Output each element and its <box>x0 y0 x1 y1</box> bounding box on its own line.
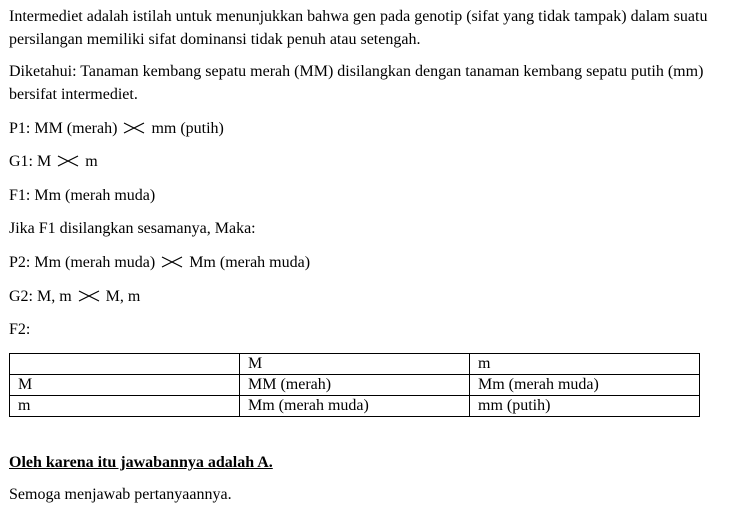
table-cell: Mm (merah muda) <box>470 375 700 396</box>
g2-left: G2: M, m <box>9 288 72 305</box>
table-row <box>10 375 700 396</box>
g2-line <box>9 285 140 308</box>
table-header-cell: m <box>470 354 700 375</box>
conclusion-text: Oleh karena itu jawabannya adalah A. <box>9 454 273 471</box>
table-header-row <box>10 354 700 375</box>
table-row <box>10 396 700 417</box>
intro-paragraph: Intermediet adalah istilah untuk menunjukkan bahwa gen pada genotip (sifat yang tidak tampak) dalam suatu persilangan memiliki sifat dominansi tidak penuh atau setengah. <box>9 8 708 48</box>
f1-line: F1: Mm (merah muda) <box>9 187 156 204</box>
table-cell: mm (putih) <box>470 396 700 417</box>
if-f1-line: Jika F1 disilangkan sesamanya, Maka: <box>9 220 256 237</box>
p2-left: P2: Mm (merah muda) <box>9 254 156 271</box>
g2-right: M, m <box>105 288 141 305</box>
p1-right: mm (putih) <box>151 120 224 137</box>
p1-left: P1: MM (merah) <box>9 120 118 137</box>
f2-label: F2: <box>9 321 31 338</box>
p2-right: Mm (merah muda) <box>189 254 311 271</box>
g1-right: m <box>85 153 98 170</box>
cross-symbol-icon <box>123 122 145 134</box>
table-cell: M <box>10 375 240 396</box>
punnett-square-table <box>9 353 700 417</box>
table-header-cell: M <box>240 354 470 375</box>
table-cell: Mm (merah muda) <box>240 396 470 417</box>
cross-symbol-icon <box>161 256 183 268</box>
known-paragraph: Diketahui: Tanaman kembang sepatu merah (MM) disilangkan dengan tanaman kembang sepatu putih (mm) bersifat intermediet. <box>9 63 704 103</box>
cross-symbol-icon <box>78 290 100 302</box>
p2-line <box>9 251 310 274</box>
table-cell: m <box>10 396 240 417</box>
table-cell: MM (merah) <box>240 375 470 396</box>
cross-symbol-icon <box>57 155 79 167</box>
closing-text: Semoga menjawab pertanyaannya. <box>9 486 232 503</box>
g1-left: G1: M <box>9 153 52 170</box>
table-header-cell <box>10 354 240 375</box>
g1-line <box>9 150 98 173</box>
p1-line <box>9 117 224 140</box>
